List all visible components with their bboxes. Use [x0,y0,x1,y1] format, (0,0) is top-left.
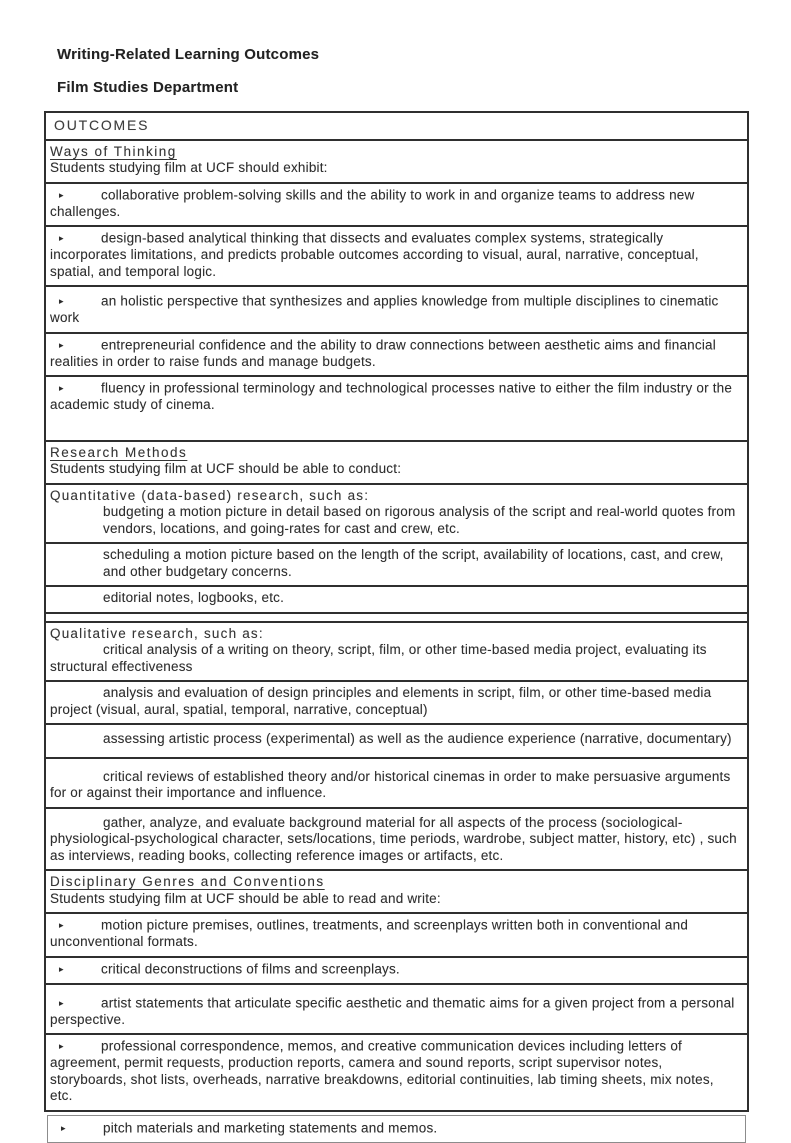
table-header-row [46,113,747,141]
outcome-text: gather, analyze, and evaluate background material for all aspects of the process (sociological-physiological-psychological character, sets/locations, time periods, wardrobe, subject matter, history, etc) , such as interviews, reading books, collecting reference images or artifacts, etc. [50,814,737,863]
bullet-icon: ▸ [59,997,64,1008]
section-intro: Students studying film at UCF should be able to read and write: [50,890,441,906]
outcome-row [46,958,747,985]
outcome-text: professional correspondence, memos, and creative communication devices including letters of agreement, permit requests, production reports, camera and sound reports, script supervisor notes, storyboards, shot lists, overheads, narrative breakdowns, editorial continuities, lab timing sheets, mix notes, etc. [50,1038,714,1103]
outcome-text: pitch materials and marketing statements and memos. [103,1120,438,1135]
bullet-icon: ▸ [59,1041,64,1051]
bullet-icon: ▸ [59,233,64,243]
outcome-row [46,544,747,587]
outcome-text: critical analysis of a writing on theory, script, film, or other time-based media project, evaluating its structural effectiveness [50,642,707,674]
outcome-text: artist statements that articulate specific aesthetic and thematic aims for a given project from a personal perspective. [50,995,735,1027]
document-page [0,46,791,1135]
section-row-ways-of-thinking [46,141,747,184]
outcome-text: budgeting a motion picture in detail based on rigorous analysis of the script and real-world quotes from vendors, locations, and going-rates for cast and crew, etc. [103,504,736,536]
outcome-text: motion picture premises, outlines, treatments, and screenplays written both in conventional and unconventional formats. [50,917,689,949]
section-row-research-methods [46,442,747,485]
bullet-icon: ▸ [59,189,64,200]
section-intro: Students studying film at UCF should be able to conduct: [50,461,402,476]
table-header-label: OUTCOMES [54,117,150,133]
outcome-text: assessing artistic process (experimental) as well as the audience experience (narrative, documentary) [103,731,732,746]
bullet-icon: ▸ [59,963,64,974]
bullet-icon: ▸ [59,383,64,393]
bullet-icon: ▸ [59,339,64,350]
outcome-row [46,914,747,958]
outcome-row [46,587,747,614]
outcome-row [46,377,747,442]
outcome-row [46,682,747,725]
outcome-row [46,287,747,334]
outcome-text: scheduling a motion picture based on the length of the script, availability of locations, cast, and crew, and other budgetary concerns. [103,547,724,579]
section-title: Disciplinary Genres and Conventions [50,874,325,889]
outcome-text: critical deconstructions of films and screenplays. [101,961,400,976]
outcome-row [46,1035,747,1110]
document-title: Writing-Related Learning Outcomes [57,46,320,63]
outcome-row-quantitative [46,485,747,545]
bullet-icon: ▸ [59,296,64,306]
section-title: Research Methods [50,444,188,460]
outcome-text: fluency in professional terminology and technological processes native to either the film industry or the academic study of cinema. [50,380,733,412]
outcome-row-pitch-materials [47,1115,746,1143]
outcome-text: design-based analytical thinking that dissects and evaluates complex systems, strategically incorporates limitations, and predicts probable outcomes according to visual, aural, narrative, conceptual, spatial, and temporal logic. [50,230,699,279]
outcome-text: editorial notes, logbooks, etc. [103,590,285,605]
outcome-text: entrepreneurial confidence and the ability to draw connections between aesthetic aims and financial realities in order to raise funds and manage budgets. [50,337,716,369]
outcome-text: an holistic perspective that synthesizes and applies knowledge from multiple disciplines to cinematic work [50,293,719,325]
section-intro: Students studying film at UCF should exhibit: [50,160,328,175]
outcome-row [46,985,747,1036]
outcome-row [46,809,747,872]
outcome-row [46,184,747,228]
section-title: Ways of Thinking [50,143,177,159]
outcome-text: critical reviews of established theory and/or historical cinemas in order to make persuasive arguments for or against their importance and influence. [50,768,731,800]
outcome-row [46,759,747,809]
outcome-row-qualitative [46,623,747,683]
spacer-row [46,614,747,623]
outcome-row [46,227,747,287]
outcome-row [46,725,747,759]
outcome-row [46,334,747,378]
outcome-text: analysis and evaluation of design principles and elements in script, film, or other time-based media project (visual, aural, spatial, temporal, narrative, conceptual) [50,685,712,717]
bullet-icon: ▸ [59,920,64,930]
document-subtitle: Film Studies Department [57,79,239,96]
subsection-title: Qualitative research, such as: [50,625,264,641]
outcomes-table [44,111,749,1112]
outcome-text: collaborative problem-solving skills and the ability to work in and organize teams to address new challenges. [50,187,695,219]
section-row-disciplinary-genres [46,871,747,914]
subsection-title: Quantitative (data-based) research, such as: [50,487,370,503]
bullet-icon: ▸ [61,1122,66,1133]
